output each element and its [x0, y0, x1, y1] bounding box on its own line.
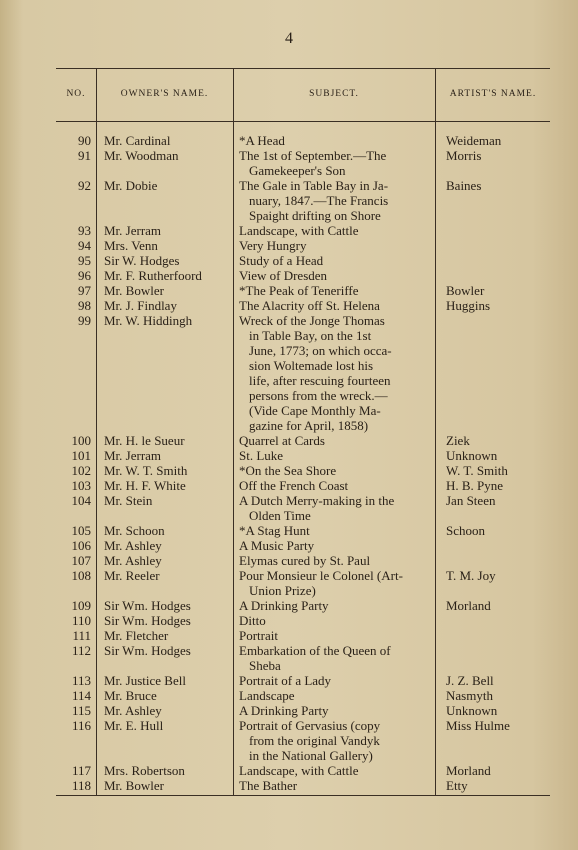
- subject-line: Portrait of a Lady: [239, 673, 332, 688]
- subject-line: Olden Time: [249, 508, 311, 523]
- artist-name: Bowler: [446, 283, 485, 298]
- subject-line: A Music Party: [239, 538, 315, 553]
- owner-name: Mr. Fletcher: [104, 628, 169, 643]
- subject-line: Sheba: [249, 658, 281, 673]
- subject-line: The Bather: [239, 778, 298, 793]
- subject-line: life, after rescuing fourteen: [249, 373, 391, 388]
- entry-number: 115: [71, 703, 91, 718]
- entry-number: 100: [71, 433, 91, 448]
- entry-number: 117: [71, 763, 91, 778]
- artist-name: Baines: [446, 178, 482, 193]
- entry-number: 94: [78, 238, 91, 253]
- header-owner: OWNER'S NAME.: [120, 89, 209, 99]
- entry-number: 105: [71, 523, 91, 538]
- subject-line: in Table Bay, on the 1st: [249, 328, 372, 343]
- owner-name: Mr. E. Hull: [104, 718, 164, 733]
- owner-name: Mr. Schoon: [104, 523, 165, 538]
- header-artist: ARTIST'S NAME.: [449, 89, 537, 99]
- subject-line: The 1st of September.—The: [239, 148, 387, 163]
- entry-number: 96: [78, 268, 91, 283]
- subject-line: Quarrel at Cards: [239, 433, 325, 448]
- artist-name: Huggins: [446, 298, 491, 313]
- subject-line: Very Hungry: [239, 238, 307, 253]
- entry-number: 99: [78, 313, 91, 328]
- column-divider: [96, 69, 97, 795]
- subject-line: A Drinking Party: [239, 598, 329, 613]
- entry-number: 110: [71, 613, 91, 628]
- subject-line: *A Head: [239, 133, 285, 148]
- subject-line: Embarkation of the Queen of: [239, 643, 391, 658]
- subject-line: Landscape, with Cattle: [239, 763, 359, 778]
- owner-name: Mr. Bruce: [104, 688, 157, 703]
- owner-name: Mr. Woodman: [104, 148, 179, 163]
- owner-name: Mr. Stein: [104, 493, 153, 508]
- owner-name: Mr. Cardinal: [104, 133, 171, 148]
- entry-number: 92: [78, 178, 91, 193]
- artist-name: J. Z. Bell: [446, 673, 494, 688]
- artist-name: Morland: [446, 763, 491, 778]
- artist-name: Morris: [446, 148, 482, 163]
- subject-line: Elymas cured by St. Paul: [239, 553, 371, 568]
- entry-number: 102: [71, 463, 91, 478]
- artist-name: Miss Hulme: [446, 718, 510, 733]
- subject-line: (Vide Cape Monthly Ma-: [249, 403, 381, 418]
- header-subject: SUBJECT.: [309, 89, 359, 99]
- owner-name: Mr. Justice Bell: [104, 673, 186, 688]
- owner-name: Mr. Jerram: [104, 223, 162, 238]
- artist-name: Etty: [446, 778, 468, 793]
- artist-name: Unknown: [446, 703, 498, 718]
- owner-name: Mr. H. le Sueur: [104, 433, 185, 448]
- owner-name: Mr. Jerram: [104, 448, 162, 463]
- owner-name: Sir Wm. Hodges: [104, 598, 191, 613]
- owner-name: Sir W. Hodges: [104, 253, 180, 268]
- subject-line: sion Woltemade lost his: [249, 358, 374, 373]
- owner-name: Mr. W. Hiddingh: [104, 313, 193, 328]
- entry-number: 109: [71, 598, 91, 613]
- subject-line: St. Luke: [239, 448, 284, 463]
- subject-line: Portrait: [239, 628, 278, 643]
- subject-line: The Gale in Table Bay in Ja-: [239, 178, 389, 193]
- column-divider: [435, 69, 436, 795]
- entry-number: 93: [78, 223, 91, 238]
- entry-number: 104: [71, 493, 91, 508]
- subject-line: nuary, 1847.—The Francis: [249, 193, 389, 208]
- subject-line: A Dutch Merry-making in the: [239, 493, 395, 508]
- owner-name: Mr. Ashley: [104, 553, 162, 568]
- subject-line: Spaight drifting on Shore: [249, 208, 381, 223]
- subject-line: Off the French Coast: [239, 478, 349, 493]
- owner-name: Mr. J. Findlay: [104, 298, 177, 313]
- owner-name: Mr. Ashley: [104, 538, 162, 553]
- artist-name: Morland: [446, 598, 491, 613]
- entry-number: 91: [78, 148, 91, 163]
- entry-number: 111: [72, 628, 91, 643]
- catalogue-table: [56, 68, 550, 796]
- entry-number: 90: [78, 133, 91, 148]
- entry-number: 106: [71, 538, 91, 553]
- subject-line: Portrait of Gervasius (copy: [239, 718, 381, 733]
- artist-name: Nasmyth: [446, 688, 493, 703]
- owner-name: Mr. Dobie: [104, 178, 158, 193]
- owner-name: Mr. W. T. Smith: [104, 463, 188, 478]
- owner-name: Mr. Ashley: [104, 703, 162, 718]
- artist-name: Jan Steen: [446, 493, 496, 508]
- subject-line: persons from the wreck.—: [249, 388, 388, 403]
- entry-number: 98: [78, 298, 91, 313]
- subject-line: A Drinking Party: [239, 703, 329, 718]
- subject-line: Pour Monsieur le Colonel (Art-: [239, 568, 403, 583]
- subject-line: Ditto: [239, 613, 266, 628]
- entry-number: 97: [78, 283, 91, 298]
- entry-number: 114: [71, 688, 91, 703]
- owner-name: Sir Wm. Hodges: [104, 613, 191, 628]
- subject-line: Union Prize): [249, 583, 316, 598]
- subject-line: Landscape: [239, 688, 295, 703]
- header-divider: [56, 121, 550, 122]
- subject-line: *On the Sea Shore: [239, 463, 337, 478]
- artist-name: T. M. Joy: [446, 568, 496, 583]
- owner-name: Mr. Bowler: [104, 283, 164, 298]
- entry-number: 107: [71, 553, 91, 568]
- page-number: 4: [285, 30, 293, 47]
- owner-name: Mr. Bowler: [104, 778, 164, 793]
- owner-name: Mr. Reeler: [104, 568, 160, 583]
- subject-line: View of Dresden: [239, 268, 328, 283]
- subject-line: from the original Vandyk: [249, 733, 380, 748]
- artist-name: Schoon: [446, 523, 485, 538]
- entry-number: 116: [71, 718, 91, 733]
- entry-number: 101: [71, 448, 91, 463]
- subject-line: *The Peak of Teneriffe: [239, 283, 359, 298]
- entry-number: 95: [78, 253, 91, 268]
- entry-number: 108: [71, 568, 91, 583]
- subject-line: June, 1773; on which occa-: [249, 343, 392, 358]
- artist-name: Weideman: [446, 133, 502, 148]
- owner-name: Mr. F. Rutherfoord: [104, 268, 202, 283]
- entry-number: 118: [71, 778, 91, 793]
- owner-name: Mr. H. F. White: [104, 478, 186, 493]
- subject-line: Study of a Head: [239, 253, 324, 268]
- subject-line: Landscape, with Cattle: [239, 223, 359, 238]
- artist-name: Unknown: [446, 448, 498, 463]
- owner-name: Sir Wm. Hodges: [104, 643, 191, 658]
- subject-line: *A Stag Hunt: [239, 523, 310, 538]
- artist-name: H. B. Pyne: [446, 478, 504, 493]
- subject-line: Wreck of the Jonge Thomas: [239, 313, 385, 328]
- entry-number: 103: [71, 478, 91, 493]
- entry-number: 112: [71, 643, 91, 658]
- owner-name: Mrs. Robertson: [104, 763, 185, 778]
- artist-name: Ziek: [446, 433, 470, 448]
- column-divider: [233, 69, 234, 795]
- owner-name: Mrs. Venn: [104, 238, 158, 253]
- artist-name: W. T. Smith: [446, 463, 508, 478]
- subject-line: gazine for April, 1858): [249, 418, 369, 433]
- subject-line: The Alacrity off St. Helena: [239, 298, 380, 313]
- subject-line: in the National Gallery): [249, 748, 373, 763]
- entry-number: 113: [71, 673, 91, 688]
- subject-line: Gamekeeper's Son: [249, 163, 346, 178]
- header-no: NO.: [66, 89, 86, 99]
